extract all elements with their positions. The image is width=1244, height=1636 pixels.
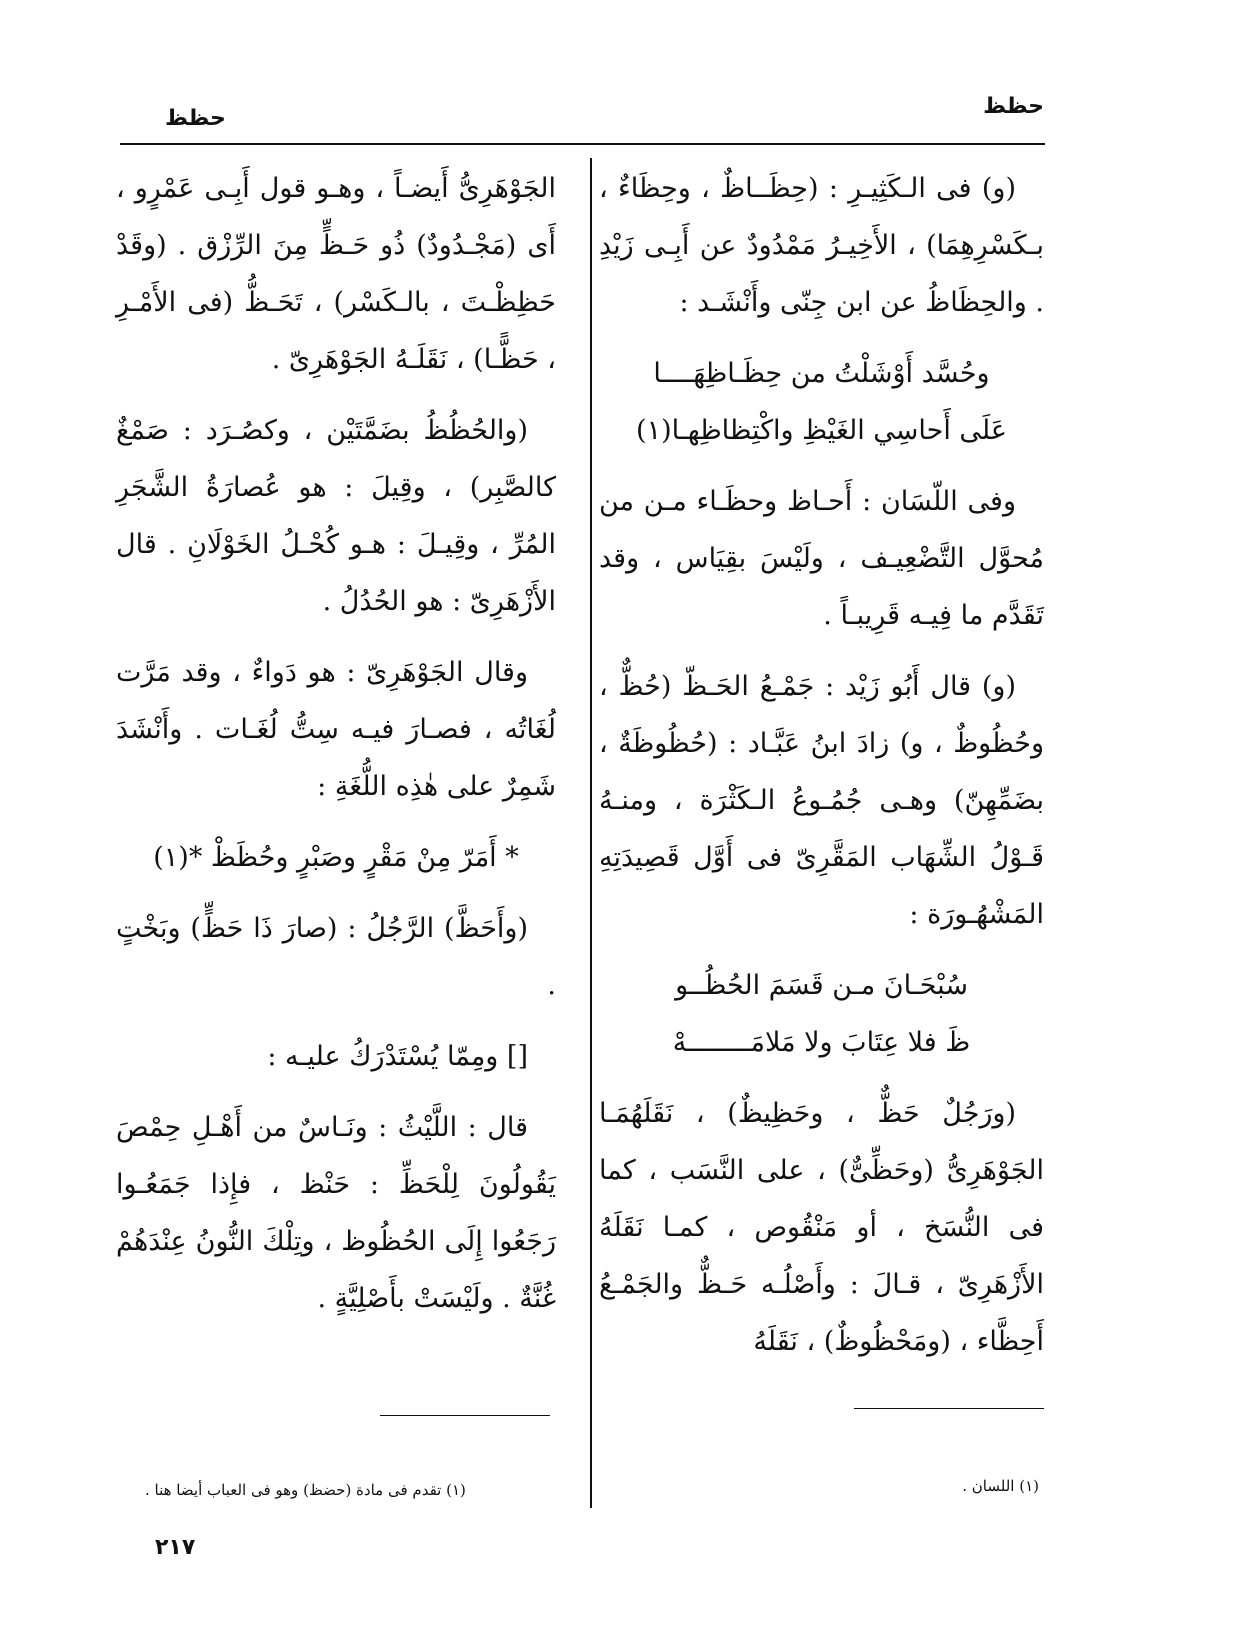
paragraph: [] ومِمّا يُسْتَدْرَكُ عليـه :: [267, 1041, 528, 1072]
verse-line: سُبْحَـانَ مـن قَسَمَ الحُظُــو: [675, 970, 968, 1001]
paragraph: (ورَجُلٌ حَظٌّ ، وحَظِيظٌ) ، نَقَلَهُمَـا الجَوْهَرِىُّ (وحَظِّىٌّ) ، على النَّسَب ، كما فى النُّسَخ ، أو مَنْقُوص ، كمـا نَقَلَهُ الأَزْهَرِىّ ، قـالَ : وأَصْلُـه حَـظٌّ والجَمْـعُ أَحِظَّاء ، (ومَحْظُوظٌ) ، نَقَلَهُ: [599, 1098, 1044, 1357]
page-number: ٢١٧: [155, 1535, 196, 1560]
right-column: [599, 160, 1044, 1384]
footnote-rule-right: [854, 1408, 1044, 1409]
header-rule: [120, 143, 1045, 145]
verse-line: عَلَى أَحاسِي الغَيْظِ واكْتِظاظِهـا(١): [636, 415, 1007, 446]
header-word-left: حظظ: [165, 106, 226, 131]
verse: [599, 345, 1044, 459]
header-word-right: حظظ: [983, 94, 1044, 119]
paragraph: الجَوْهَرِىُّ أَيضـاً ، وهـو قول أَبِـى عَمْرٍو ، أَى (مَجْـدُودٌ) ذُو حَـظٍّ مِنَ الرِّزْق . (وقَدْ حَظِظْـتَ ، بالـكَسْر) ، تَحَـظُّ (فى الأَمْـرِ ، حَظًّـا) ، نَقَلَـهُ الجَوْهَرِىّ .: [116, 173, 556, 375]
page-header: [120, 94, 1044, 140]
paragraph: (والحُظُظُ بضَمَّتَيْن ، وكصُـرَد : صَمْغٌ كالصَّبِر) ، وقِيلَ : هو عُصارَةُ الشَّجَرِ المُرِّ ، وقِيـلَ : هـو كُحْـلُ الخَوْلَانِ . قال الأَزْهَرِىّ : هو الحُدُلُ .: [116, 415, 556, 617]
paragraph: وفى اللّسَان : أَحـاظ وحظَـاء مـن من مُحوَّل التَّضْعِيـف ، ولَيْسَ بقِيَاس ، وقد تَقَدَّم ما فِيـه قَرِيبـاً .: [599, 486, 1044, 631]
left-column: [116, 160, 556, 1341]
verse: [599, 957, 1044, 1071]
paragraph: (وأَحَظَّ) الرَّجُلُ : (صارَ ذَا حَظٍّ) وبَخْتٍ .: [116, 913, 556, 1001]
paragraph: قال : اللَّيْثُ : ونَـاسٌ من أَهْـلِ حِمْصَ يَقُولُونَ لِلْحَظِّ : حَنْظ ، فإِذا جَمَعُـوا رَجَعُوا إِلَى الحُظُوظ ، وتِلْكَ النُّونُ عِنْدَهُمْ غُنَّةٌ . ولَيْسَتْ بأَصْلِيَّةٍ .: [116, 1112, 556, 1314]
verse: [116, 829, 556, 886]
paragraph: وقال الجَوْهَرِىّ : هو دَواءٌ ، وقد مَرَّت لُغَاتُه ، فصـارَ فيـه سِتُّ لُغَـات . وأَنْشَدَ شَمِرٌ على هٰذِه اللُّغَةِ :: [116, 657, 556, 802]
column-divider: [590, 158, 592, 1508]
footnote-right: (١) اللسان .: [962, 1477, 1039, 1495]
footnote-left: (١) تقدم فى مادة (حضظ) وهو فى العباب أيضا هنا .: [145, 1481, 466, 1499]
footnote-rule-left: [380, 1415, 550, 1416]
verse-line: * أَمَرّ مِنْ مَقْرٍ وصَبْرٍ وحُظَظْ *(١): [153, 842, 519, 873]
verse-line: ظَ فلا عِتَابَ ولا مَلامَــــــــهْ: [672, 1027, 971, 1058]
verse-line: وحُسَّد أَوْشَلْتُ من حِظَـاظِهَــــا: [653, 358, 990, 389]
paragraph: (و) قال أَبُو زَيْد : جَمْـعُ الحَـظّ (حُظٌّ ، وحُظُوظٌ ، و) زادَ ابنُ عَبَّـاد : (حُظُوظَةٌ ، بضَمِّهِنّ) وهـى جُمُـوعُ الـكَثْرَة ، ومنـهُ قَـوْلُ الشِّهَاب المَقَّرِىّ فى أَوَّل قَصِيدَتِهِ المَشْهُـورَة :: [599, 671, 1044, 930]
paragraph: (و) فى الـكَثِيـرِ : (حِظَــاظٌ ، وحِظَاءٌ ، بـكَسْرِهِمَا) ، الأَخِيـرُ مَمْدُودٌ عن أَبِـى زَيْدِ . والحِظَاظُ عن ابن جِنّى وأَنْشَـد :: [599, 173, 1044, 318]
